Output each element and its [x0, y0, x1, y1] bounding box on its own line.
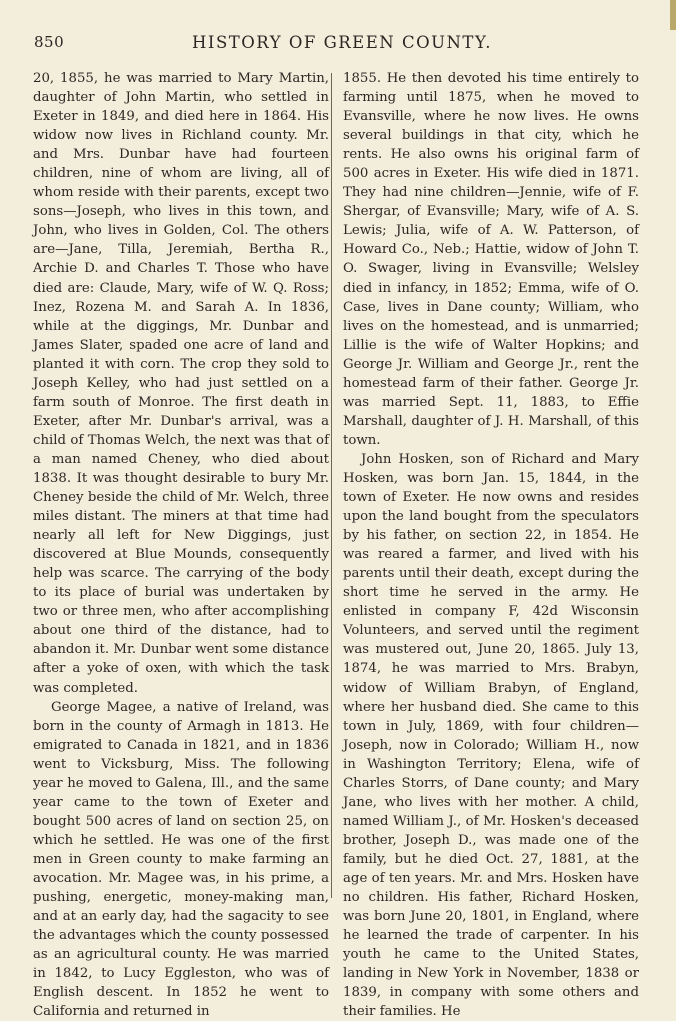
paragraph-john-hosken: John Hosken, son of Richard and Mary Hosken, was born Jan. 15, 1844, in the town of Exeter. He now owns and resides upon the land bought from the speculators by his father, on section 22, in 1854. He was reared a farmer, and lived with his parents until their death, except during the short time he served in the army. He enlisted in company F, 42d Wisconsin Volunteers, and served until the regiment was mustered out, June 20, 1865. July 13, 1874, he was married to Mrs. Brabyn, widow of William Brabyn, of England, where her husband died. She came to this town in July, 1869, with four children—Joseph, now in Colorado; William H., now in Washington Territory; Elena, wife of Charles Storrs, of Dane county; and Mary Jane, who lives with her mother. A child, named William J., of Mr. Hosken's deceased brother, Joseph D., was made one of the family, but he died Oct. 27, 1881, at the age of ten years. Mr. and Mrs. Hosken have no children. His father, Richard Hosken, was born June 20, 1801, in England, where he learned the trade of carpenter. In his youth he came to the United States, landing in New York in November, 1838 or 1839, in company with some others and their families. He: [343, 451, 639, 1020]
right-column: [343, 69, 639, 1021]
paragraph-george-magee: George Magee, a native of Ireland, was born in the county of Armagh in 1813. He emigrated to Canada in 1821, and in 1836 went to Vicksburg, Miss. The following year he moved to Galena, Ill., and the same year came to the town of Exeter and bought 500 acres of land on section 25, on which he settled. He was one of the first men in Green county to make farming an avocation. Mr. Magee was, in his prime, a pushing, energetic, money-making man, and at an early day, had the sagacity to see the advantages which the county possessed as an agricultural county. He was married in 1842, to Lucy Eggleston, who was of English descent. In 1852 he went to California and returned in: [33, 699, 329, 1020]
page-edge-mark: [670, 0, 676, 30]
paragraph-dunbar-continued: 20, 1855, he was married to Mary Martin, daughter of John Martin, who settled in Exeter in 1849, and died here in 1864. His widow now lives in Richland county. Mr. and Mrs. Dunbar have had fourteen children, nine of whom are living, all of whom reside with their parents, except two sons—Joseph, who lives in this town, and John, who lives in Golden, Col. The others are—Jane, Tilla, Jeremiah, Bertha R., Archie D. and Charles T. Those who have died are: Claude, Mary, wife of W. Q. Ross; Inez, Rozena M. and Sarah A. In 1836, while at the diggings, Mr. Dunbar and James Slater, spaded one acre of land and planted it with corn. The crop they sold to Joseph Kelley, who had just settled on a farm south of Monroe. The first death in Exeter, after Mr. Dunbar's arrival, was a child of Thomas Welch, the next was that of a man named Cheney, who died about 1838. It was thought desirable to bury Mr. Cheney beside the child of Mr. Welch, three miles distant. The miners at that time had nearly all left for New Diggings, just discovered at Blue Mounds, consequently help was scarce. The carrying of the body to its place of burial was undertaken by two or three men, who after accomplishing about one third of the distance, had to abandon it. Mr. Dunbar went some distance after a yoke of oxen, with which the task was completed.: [33, 71, 329, 696]
page-number: 850: [34, 33, 65, 51]
left-column: [33, 69, 329, 1021]
paragraph-magee-continued: 1855. He then devoted his time entirely to farming until 1875, when he moved to Evansville, where he now lives. He owns several buildings in that city, which he rents. He also owns his original farm of 500 acres in Exeter. His wife died in 1871. They had nine children—Jennie, wife of F. Shergar, of Evansville; Mary, wife of A. S. Lewis; Julia, wife of A. W. Patterson, of Howard Co., Neb.; Hattie, widow of John T. O. Swager, living in Evansville; Welsley died in infancy, in 1852; Emma, wife of O. Case, lives in Dane county; William, who lives on the homestead, and is unmarried; Lillie is the wife of Walter Hopkins; and George Jr. William and George Jr., rent the homestead farm of their father. George Jr. was married Sept. 11, 1883, to Effie Marshall, daughter of J. H. Marshall, of this town.: [343, 71, 639, 448]
running-title: HISTORY OF GREEN COUNTY.: [192, 33, 492, 52]
column-divider: [331, 73, 332, 898]
page-header: [34, 33, 650, 53]
